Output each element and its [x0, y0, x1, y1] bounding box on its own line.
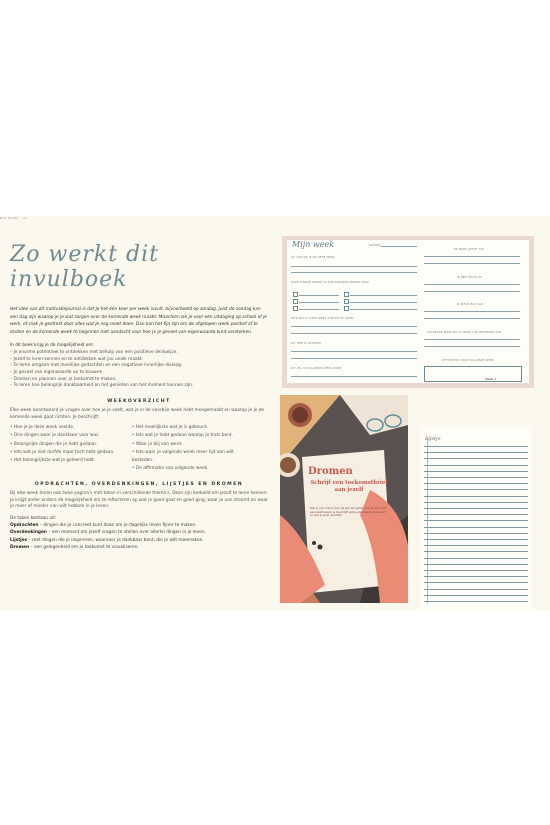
list-item: • Iets waar je volgende week meer tijd aan wilt besteden. [132, 449, 234, 463]
task-row [10, 544, 268, 551]
ruled-line [424, 483, 528, 484]
write-line [350, 295, 417, 296]
weekoverzicht-columns [10, 424, 268, 473]
tasks-intro: De taken bestaan uit: [10, 516, 57, 522]
checkbox[interactable] [293, 292, 298, 297]
write-line [291, 358, 417, 359]
week-footer: Week 1 [485, 377, 497, 381]
write-line [299, 309, 339, 310]
ruled-line [424, 564, 528, 565]
write-line [299, 295, 339, 296]
ruled-line [424, 452, 528, 453]
list-item: • Iets wat je hebt gedaan waarop je trots bent. [132, 433, 233, 439]
affirmation-box[interactable] [424, 366, 522, 382]
checkbox[interactable] [344, 292, 349, 297]
dromen-body: Stel je voor dat je over vijf jaar terugkijkt. Schrijf een brief aan jezelf waarin je beschrijft wat je allemaal hebt bereikt en hoe je leven eruitziet. [310, 507, 386, 518]
write-line [424, 291, 520, 292]
task-term: Dromen [10, 544, 30, 550]
week-label: DIT WIL IK VOLGENDE WEEK DOEN [291, 367, 342, 370]
date-line [381, 246, 417, 247]
task-term: Opdrachten [10, 523, 39, 529]
ruled-line [424, 489, 528, 490]
write-line [291, 272, 417, 273]
ruled-line [424, 576, 528, 577]
write-line [291, 326, 417, 327]
ruled-line [424, 458, 528, 459]
benefit-list [10, 350, 268, 390]
ruled-line [424, 508, 528, 509]
week-label: DIT HEB IK GELEERD [291, 342, 322, 345]
ruled-line [424, 471, 528, 472]
write-line [350, 302, 417, 303]
list-item: • Drie dingen waar je dankbaar voor was. [10, 433, 100, 439]
write-line [291, 376, 417, 377]
dromen-illustration [280, 395, 408, 603]
week-date-label: DATUM: [369, 243, 381, 247]
ruled-line [424, 558, 528, 559]
week-label: IK BEN TROTS OP [457, 276, 483, 279]
list-item: – Te leren omgaan met moeilijke gedachten en een negatieve innerlijke dialoog. [10, 363, 183, 369]
left-page [10, 230, 268, 551]
task-row [10, 537, 268, 544]
week-label: IETS WAT IK DEZE WEEK DURFDE TE DOEN [291, 317, 354, 320]
task-desc: – met dingen die je inspireren, waarvoor je dankbaar bent, die je wilt meemaken. [27, 537, 204, 543]
list-item: • De affirmatie van volgende week. [132, 465, 209, 471]
list-item: • Iets wat je niet durfde maar toch hebt gedaan. [10, 449, 115, 455]
week-label: DE MOEILIJKSTE TIJD [454, 248, 485, 251]
ruled-line [424, 496, 528, 497]
week-label: IK WERD BLIJ VAN [457, 303, 484, 306]
week-title: Mijn week [292, 240, 335, 249]
week-label: ZO VOELDE IK ME DEZE WEEK: [291, 256, 336, 259]
task-desc: – een gelegenheid om je toekomst te visualiseren. [29, 544, 139, 550]
checkbox[interactable] [293, 306, 298, 311]
ruled-line [424, 502, 528, 503]
list-item: – Jo gevoel van eigenwaarde op te bouwen. [10, 369, 104, 375]
task-desc: – dingen die je concreet kunt doen om je dagelijks leven fijner te maken. [38, 523, 197, 529]
ruled-line [424, 595, 528, 596]
ruled-line [424, 527, 528, 528]
week-label: DEZE DINGEN WAREN IN MIJN ERVAREN ENORM GOED [291, 281, 370, 284]
list-item: – Te leren hoe belangrijk dankbaarheid en het genieten van het moment kunnen zijn. [10, 383, 194, 389]
write-line [424, 311, 520, 312]
ruled-line [424, 446, 528, 447]
task-term: Lijstjes [10, 537, 28, 543]
list-item: – Dromen en plannen voor je toekomst te maken. [10, 376, 117, 382]
ruled-line [424, 465, 528, 466]
write-line [424, 263, 520, 264]
week-label: VOLGENDE WEEK WIL IK MEER TIJD BESTEDEN AAN [427, 331, 502, 334]
column-left [10, 424, 122, 473]
section-text: Bij elke week horen ook twee pagina's met taken in verschillende thema's. Deze zijn bedoeld om jezelf te leren kennen. Je krijgt onder andere de mogelijkheid om te reflecteren op wat je goed gaat en goed ging, waar je van droomt en waar je meer of minder van wilt hebben in je leven. [10, 490, 268, 510]
section-heading-weekoverzicht: WEEKOVERZICHT [107, 398, 171, 404]
ruled-line [424, 520, 528, 521]
ruled-line [424, 601, 528, 602]
task-row [10, 529, 268, 536]
task-definitions [10, 515, 268, 550]
list-item: – Je enorme potentieel te ontdekken met behulp van een positieve denkwijze. [10, 350, 178, 356]
ruled-line [424, 477, 528, 478]
list-item: • Het moeilijkste wat je is gebeurd. [132, 425, 208, 431]
column-right [132, 424, 244, 473]
write-line [424, 284, 520, 285]
write-line [299, 302, 339, 303]
week-label: AFFIRMATIE VOOR VOLGENDE WEEK [442, 359, 495, 362]
ruled-line [424, 570, 528, 571]
page-title: Zo werkt dit invulboek [10, 242, 160, 292]
section-heading-opdrachten: OPDRACHTEN, OVERDENKINGEN, LIJSTJES EN DROMEN [34, 481, 244, 487]
write-line [424, 339, 520, 340]
write-line [424, 318, 520, 319]
list-item: • Belangrijke dingen die je hebt gedaan. [10, 441, 98, 447]
checkbox[interactable] [344, 306, 349, 311]
lead-text: In dit boek krijg je de mogelijkheid om: [10, 343, 95, 349]
write-line [424, 256, 520, 257]
task-term: Overdenkingen [10, 530, 47, 536]
dromen-subtitle: Schrijf een toekomstbrief aan jezelf [310, 480, 388, 493]
list-item: • Waar je blij van werd. [132, 441, 183, 447]
lined-page-label: Lijstje [425, 436, 441, 442]
ruled-line [424, 514, 528, 515]
task-row [10, 522, 268, 529]
intro-paragraph: Het idee van dit motivatiejournal is dat je het één keer per week invult, bijvoorbeeld op zondag. Juist de zondag kan een dag zijn waarop je je wat zorgen over de komende week maakt. Misschien zie je voor een uitdaging op school of je werk, of raak je gestrest door alles wat je nog moet doen. Dan kan het fijn zijn om de afgelopen week positief af te sluiten en de komende week te beginnen met aandacht voor hoe je je gevoel van eigenwaarde kunt versterken. [10, 307, 267, 335]
task-desc: – een moment om jezelf vragen te stellen over allerlei dingen in je leven. [46, 530, 206, 536]
ruled-line [424, 539, 528, 540]
ruled-line [424, 589, 528, 590]
checkbox[interactable] [293, 299, 298, 304]
write-line [291, 333, 417, 334]
ruled-line [424, 533, 528, 534]
write-line [424, 346, 520, 347]
list-item: – Jezelf te leren kennen en te ontdekken wat jou uniek maakt. [10, 356, 144, 362]
checkbox[interactable] [344, 299, 349, 304]
write-line [291, 266, 417, 267]
illustration-art [280, 395, 408, 603]
section-text: Elke week beantwoord je vragen over hoe je je voelt, wat je in de voorbije week hebt meegemaakt en waarop je je de komende week gaat richten. Je beschrijft: [10, 407, 265, 420]
list-item: • Het belangrijkste wat je geleerd hebt. [10, 457, 96, 463]
write-line [291, 351, 417, 352]
ruled-line [424, 545, 528, 546]
ruled-line [424, 582, 528, 583]
list-item: • Hoe je je deze week voelde. [10, 425, 75, 431]
ruled-line [424, 551, 528, 552]
dromen-title: Dromen [308, 466, 353, 477]
write-line [350, 309, 417, 310]
top-strip: BIG BOOK · NL [0, 216, 29, 220]
